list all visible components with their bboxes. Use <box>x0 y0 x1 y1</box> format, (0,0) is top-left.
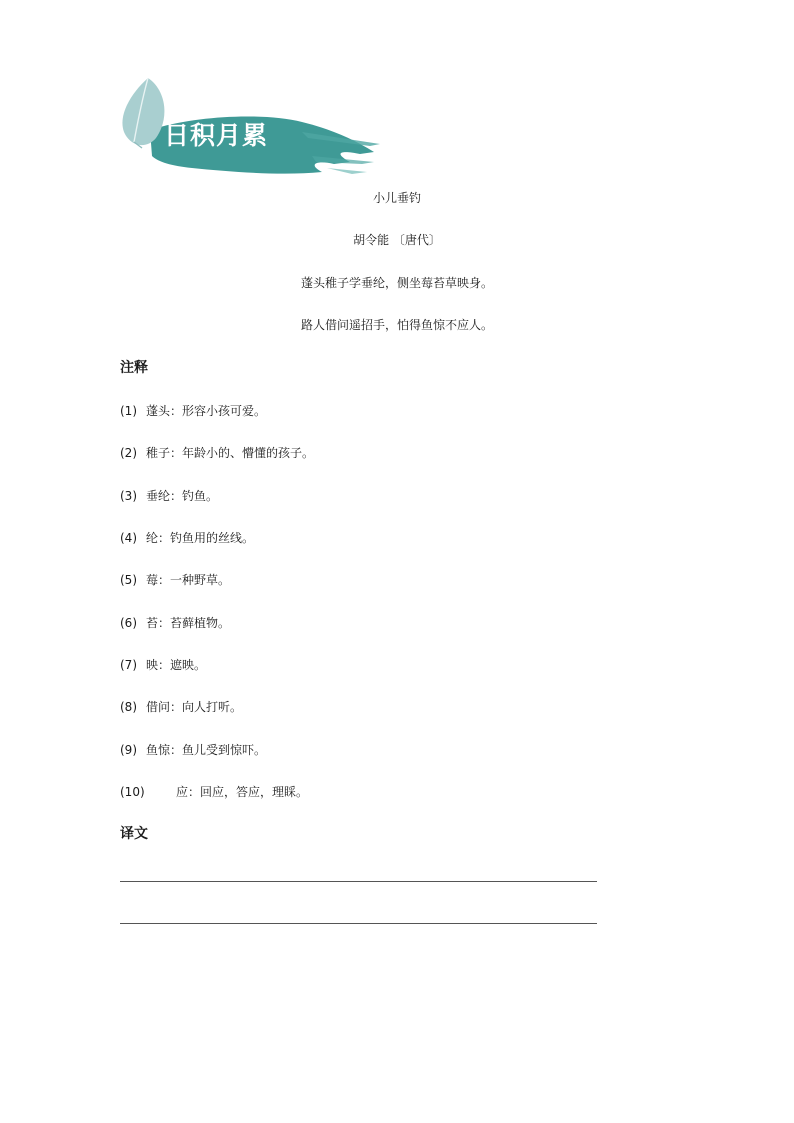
note-number: (6) <box>120 616 137 630</box>
note-number: (8) <box>120 700 137 714</box>
note-number: (3) <box>120 489 137 503</box>
note-number: (5) <box>120 573 137 587</box>
note-text: 应：回应，答应，理睬。 <box>176 785 309 799</box>
note-item <box>120 402 266 419</box>
note-item <box>120 698 242 715</box>
poem-author: 胡令能 〔唐代〕 <box>353 233 441 247</box>
answer-line <box>120 881 597 882</box>
note-text: 垂纶：钓鱼。 <box>146 489 219 503</box>
note-text: 纶：钓鱼用的丝线。 <box>146 531 255 545</box>
note-item <box>120 487 218 504</box>
poem-line: 蓬头稚子学垂纶，侧坐莓苔草映身。 <box>300 276 493 290</box>
note-item <box>120 571 230 588</box>
note-number: (9) <box>120 743 137 757</box>
note-text: 映：遮映。 <box>146 658 207 672</box>
note-item <box>120 529 254 546</box>
note-item <box>120 444 314 461</box>
note-text: 蓬头：形容小孩可爱。 <box>146 404 267 418</box>
note-item <box>120 614 230 631</box>
note-item <box>120 741 266 758</box>
note-text: 苔：苔藓植物。 <box>146 616 231 630</box>
note-number: (1) <box>120 404 137 418</box>
note-item <box>120 783 308 800</box>
poem-title: 小儿垂钓 <box>372 191 421 205</box>
note-text: 稚子：年龄小的、懵懂的孩子。 <box>146 446 315 460</box>
banner-title: 日积月累 <box>164 121 269 150</box>
note-number: (2) <box>120 446 137 460</box>
note-number: (4) <box>120 531 137 545</box>
note-text: 鱼惊：鱼儿受到惊吓。 <box>146 743 267 757</box>
note-number: (10) <box>120 785 145 799</box>
poem-line: 路人借问遥招手，怕得鱼惊不应人。 <box>300 318 493 332</box>
note-item <box>120 656 206 673</box>
section-banner <box>112 72 382 182</box>
note-text: 借问：向人打听。 <box>146 700 243 714</box>
translation-heading: 译文 <box>120 826 148 842</box>
notes-heading: 注释 <box>120 360 148 376</box>
note-number: (7) <box>120 658 137 672</box>
note-text: 莓：一种野草。 <box>146 573 231 587</box>
answer-line <box>120 923 597 924</box>
